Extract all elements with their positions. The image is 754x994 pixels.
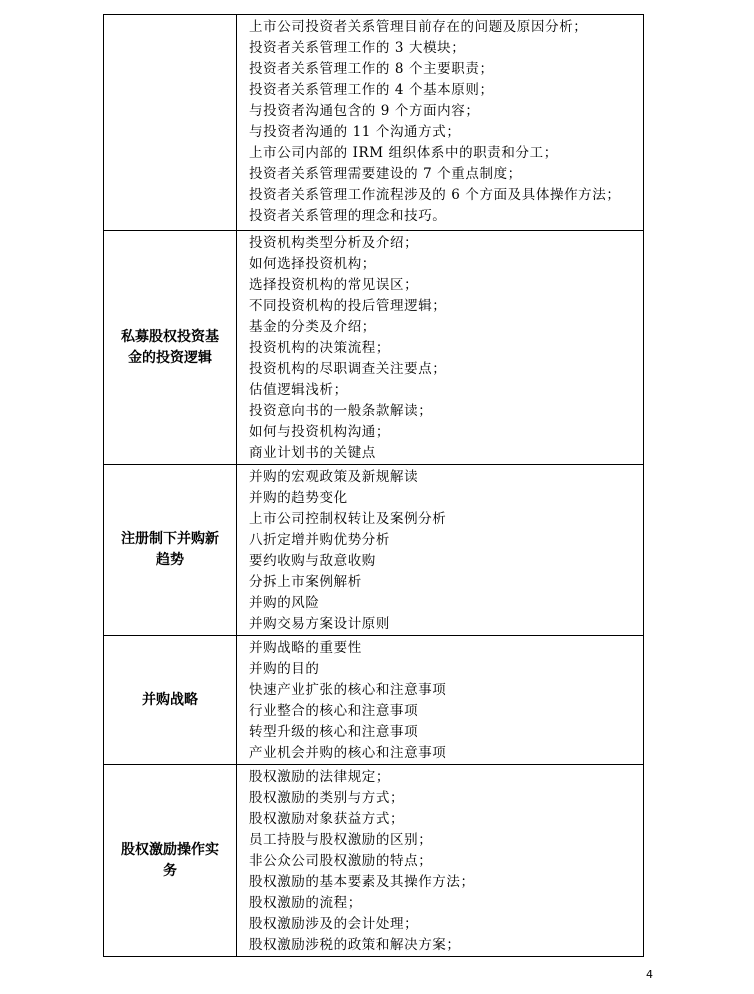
table-row (104, 765, 644, 957)
list-item: 投资者关系管理工作的 3 大模块； (249, 40, 466, 56)
list-item: 与投资者沟通的 11 个沟通方式； (249, 124, 461, 140)
list-item: 如何选择投资机构； (249, 256, 376, 272)
category-cell: 并购战略 (104, 636, 237, 765)
list-item: 快速产业扩张的核心和注意事项 (249, 682, 447, 698)
list-item: 投资机构类型分析及介绍； (249, 235, 419, 251)
list-item: 八折定增并购优势分析 (249, 532, 390, 548)
items-cell (237, 231, 644, 465)
list-item: 投资者关系管理工作流程涉及的 6 个方面及具体操作方法； (249, 187, 621, 203)
table-row (104, 15, 644, 231)
list-item: 转型升级的核心和注意事项 (249, 724, 419, 740)
items-cell (237, 765, 644, 957)
list-item: 股权激励对象获益方式； (249, 811, 405, 827)
list-item: 分拆上市案例解析 (249, 574, 362, 590)
list-item: 投资者关系管理需要建设的 7 个重点制度； (249, 166, 522, 182)
list-item: 并购的宏观政策及新规解读 (249, 469, 419, 485)
list-item: 与投资者沟通包含的 9 个方面内容； (249, 103, 480, 119)
category-cell (104, 15, 237, 231)
list-item: 投资机构的决策流程； (249, 340, 390, 356)
list-item: 行业整合的核心和注意事项 (249, 703, 419, 719)
list-item: 上市公司投资者关系管理目前存在的问题及原因分析； (249, 19, 588, 35)
list-item: 并购的趋势变化 (249, 490, 348, 506)
category-cell: 私募股权投资基金的投资逻辑 (104, 231, 237, 465)
list-item: 非公众公司股权激励的特点； (249, 853, 433, 869)
list-item: 上市公司内部的 IRM 组织体系中的职责和分工； (249, 145, 558, 161)
list-item: 并购的风险 (249, 595, 320, 611)
list-item: 并购交易方案设计原则 (249, 616, 390, 632)
items-cell (237, 636, 644, 765)
table-row (104, 636, 644, 765)
list-item: 如何与投资机构沟通； (249, 424, 390, 440)
list-item: 股权激励的类别与方式； (249, 790, 405, 806)
list-item: 股权激励的流程； (249, 895, 362, 911)
list-item: 股权激励的法律规定； (249, 769, 390, 785)
table-row (104, 231, 644, 465)
list-item: 股权激励涉税的政策和解决方案； (249, 937, 461, 953)
items-cell (237, 15, 644, 231)
list-item: 估值逻辑浅析； (249, 382, 348, 398)
list-item: 上市公司控制权转让及案例分析 (249, 511, 447, 527)
category-cell: 股权激励操作实务 (104, 765, 237, 957)
category-cell: 注册制下并购新趋势 (104, 465, 237, 636)
items-cell (237, 465, 644, 636)
list-item: 要约收购与敌意收购 (249, 553, 376, 569)
list-item: 选择投资机构的常见误区； (249, 277, 419, 293)
list-item: 投资机构的尽职调查关注要点； (249, 361, 447, 377)
list-item: 投资意向书的一般条款解读； (249, 403, 433, 419)
list-item: 并购战略的重要性 (249, 640, 362, 656)
list-item: 员工持股与股权激励的区别； (249, 832, 433, 848)
curriculum-table (103, 14, 644, 957)
list-item: 商业计划书的关键点 (249, 445, 376, 461)
list-item: 并购的目的 (249, 661, 320, 677)
page-number: 4 (646, 968, 653, 981)
list-item: 投资者关系管理工作的 4 个基本原则； (249, 82, 494, 98)
list-item: 投资者关系管理工作的 8 个主要职责； (249, 61, 494, 77)
list-item: 股权激励的基本要素及其操作方法； (249, 874, 475, 890)
list-item: 投资者关系管理的理念和技巧。 (249, 208, 447, 224)
list-item: 不同投资机构的投后管理逻辑； (249, 298, 447, 314)
list-item: 股权激励涉及的会计处理； (249, 916, 419, 932)
table-row (104, 465, 644, 636)
list-item: 产业机会并购的核心和注意事项 (249, 745, 447, 761)
list-item: 基金的分类及介绍； (249, 319, 376, 335)
